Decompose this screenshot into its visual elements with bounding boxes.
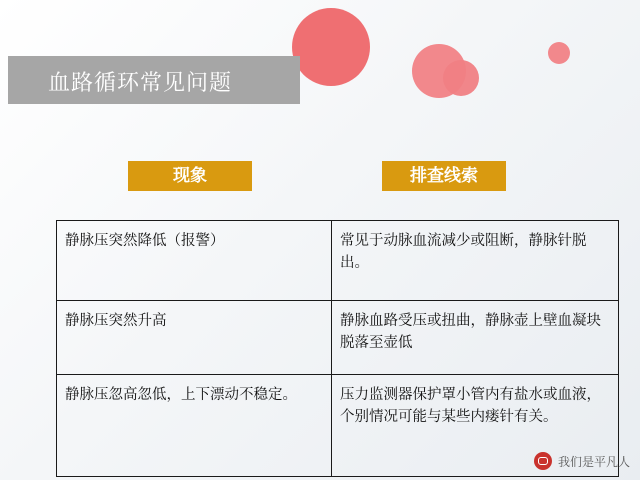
decorative-circle-large-icon	[292, 8, 370, 86]
watermark	[534, 452, 630, 470]
decorative-circle-small-icon	[443, 60, 479, 96]
column-header-clue: 排查线索	[382, 161, 506, 191]
table-row	[57, 221, 619, 301]
cell-clue: 常见于动脉血流减少或阻断，静脉针脱出。	[332, 221, 619, 301]
cell-phenomenon: 静脉压忽高忽低，上下漂动不稳定。	[57, 375, 332, 477]
page-title: 血路循环常见问题	[48, 71, 233, 96]
watermark-label: 我们是平凡人	[557, 454, 630, 469]
cell-clue: 压力监测器保护罩小管内有盐水或血液，个别情况可能与某些内瘘针有关。	[332, 375, 619, 477]
cell-phenomenon: 静脉压突然降低（报警）	[57, 221, 332, 301]
cell-phenomenon: 静脉压突然升高	[57, 301, 332, 375]
decorative-circle-tiny-icon	[548, 42, 570, 64]
issues-table	[56, 220, 619, 477]
column-header-phenomenon: 现象	[128, 161, 252, 191]
title-band	[8, 56, 300, 104]
cell-clue: 静脉血路受压或扭曲，静脉壶上壁血凝块脱落至壶低	[332, 301, 619, 375]
table-row	[57, 301, 619, 375]
wechat-badge-icon	[534, 452, 552, 470]
